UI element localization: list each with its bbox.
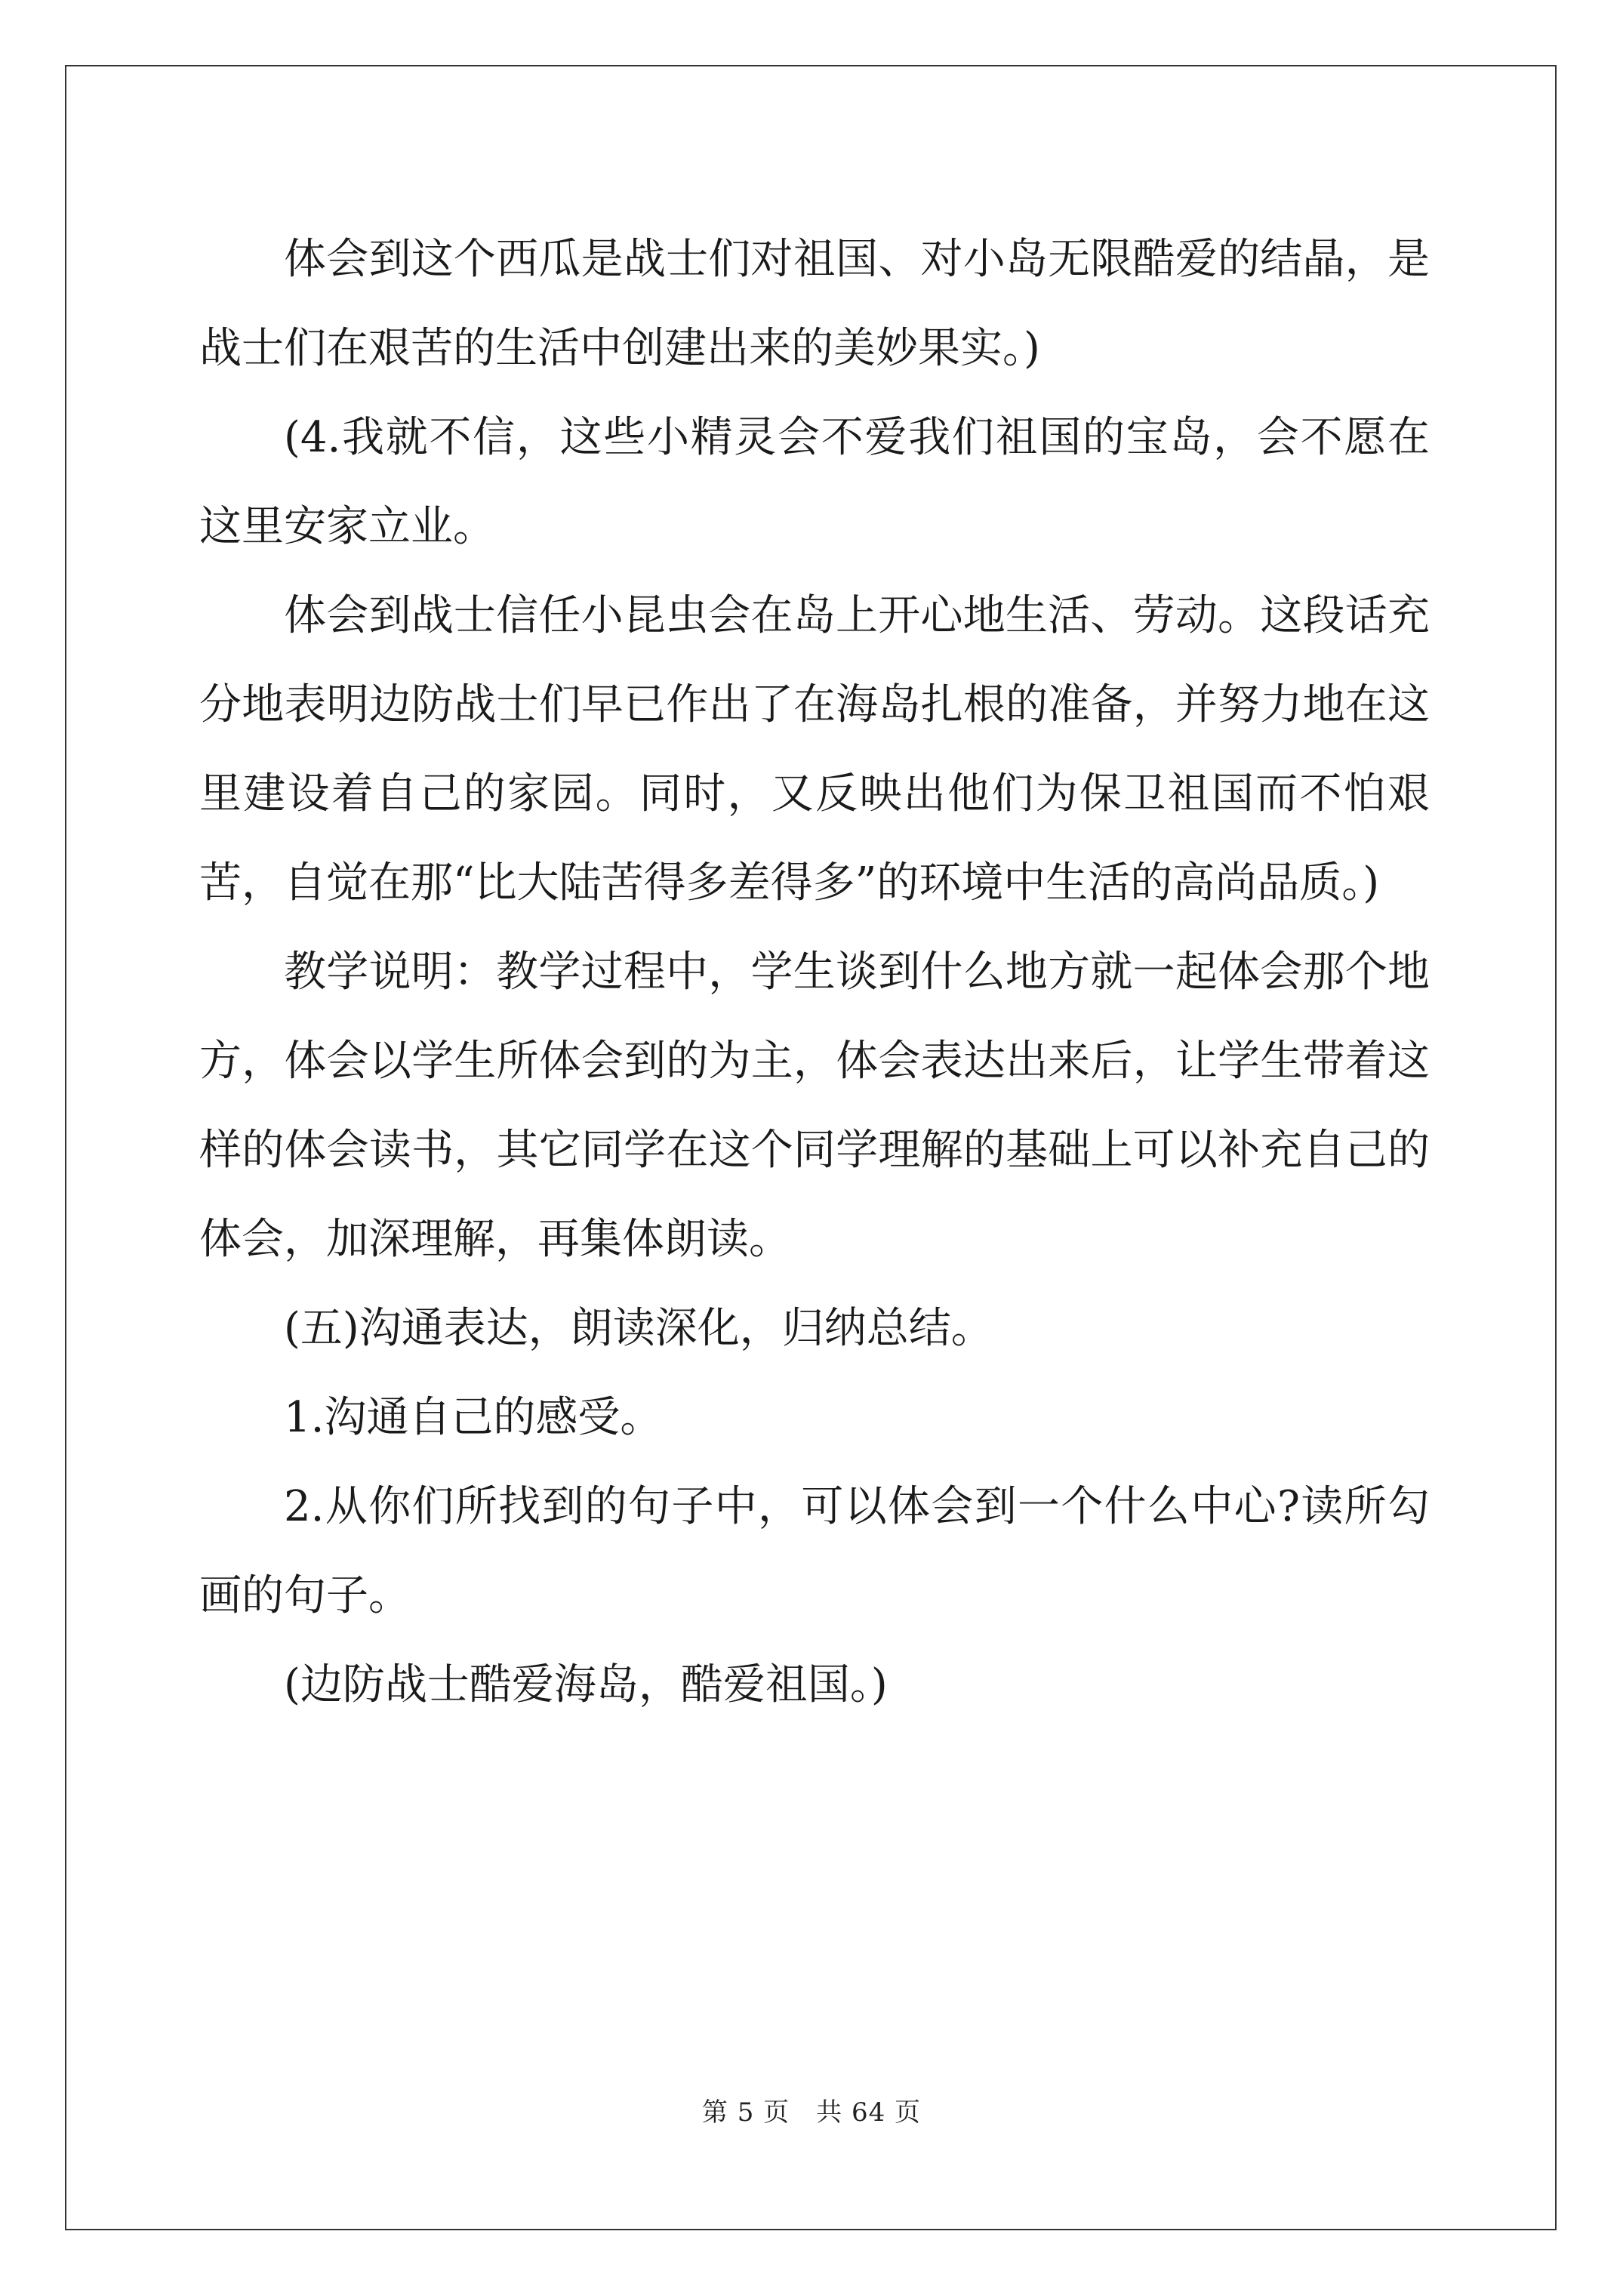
paragraph: (边防战士酷爱海岛，酷爱祖国。) <box>284 1660 888 1709</box>
paragraph: 教学说明：教学过程中，学生谈到什么地方就一起体会那个地方，体会以学生所体会到的为主，体会表达出来后，让学生带着这样的体会读书，其它同学在这个同学理解的基础上可以补充自己的体会，加深理解，再集体朗读。 <box>199 948 1430 1264</box>
paragraph: (4.我就不信，这些小精灵会不爱我们祖国的宝岛，会不愿在这里安家立业。 <box>199 413 1430 551</box>
paragraph: 体会到战士信任小昆虫会在岛上开心地生活、劳动。这段话充分地表明边防战士们早已作出了在海岛扎根的准备，并努力地在这里建设着自己的家园。同时，又反映出他们为保卫祖国而不怕艰苦，自觉在那“比大陆苦得多差得多”的环境中生活的高尚品质。) <box>199 591 1430 908</box>
paragraph: 体会到这个西瓜是战士们对祖国、对小岛无限酷爱的结晶，是战士们在艰苦的生活中创建出来的美妙果实。) <box>199 235 1430 373</box>
paragraph: 2.从你们所找到的句子中，可以体会到一个什么中心?读所勾画的句子。 <box>199 1482 1430 1620</box>
paragraph: (五)沟通表达，朗读深化，归纳总结。 <box>284 1304 993 1353</box>
paragraph: 1.沟通自己的感受。 <box>284 1393 663 1442</box>
document-body <box>199 215 1430 1730</box>
page-number-footer: 第 5 页 共 64 页 <box>701 2097 922 2128</box>
